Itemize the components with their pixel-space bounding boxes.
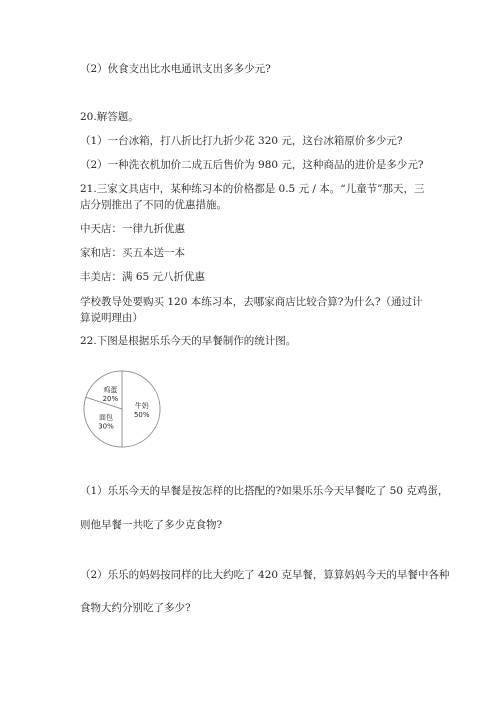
q20-part1: （1）一台冰箱，打八折比打九折少花 320 元，这台冰箱原价多少元? xyxy=(80,135,403,147)
q19-part2: （2）伙食支出比水电通讯支出多多少元? xyxy=(80,63,271,75)
pie-slice-label-1: 面包 xyxy=(99,413,114,422)
q22-part2-line1: （2）乐乐的妈妈按同样的比大约吃了 420 克早餐，算算妈妈今天的早餐中各种 xyxy=(80,569,450,581)
store-fengmei: 丰美店：满 65 元八折优惠 xyxy=(80,271,206,283)
breakfast-pie-chart xyxy=(81,368,163,450)
q21-question: 学校教导处要购买 120 本练习本，去哪家商店比较合算?为什么?（通过计算说明理由） xyxy=(80,296,423,324)
q22-part1-line2: 则他早餐一共吃了多少克食物? xyxy=(80,519,223,531)
pie-slice-label-0: 牛奶 xyxy=(134,402,149,410)
pie-slice-value-1: 30% xyxy=(98,422,114,431)
q22-title: 22.下图是根据乐乐今天的早餐制作的统计图。 xyxy=(80,335,297,347)
store-jiahe: 家和店：买五本送一本 xyxy=(80,247,185,259)
pie-slice-value-0: 50% xyxy=(133,411,150,419)
store-zhongtian: 中天店：一律九折优惠 xyxy=(80,223,185,235)
pie-slice-label-2: 鸡蛋 xyxy=(103,386,118,395)
q22-part2-line2: 食物大约分别吃了多少? xyxy=(80,602,191,614)
q20-part2: （2）一种洗衣机加价二成五后售价为 980 元，这种商品的进价是多少元? xyxy=(80,159,424,171)
q21-prompt: 21.三家文具店中，某种练习本的价格都是 0.5 元 / 本。“儿童节”那天，三店分别推出了不同的优惠措施。 xyxy=(80,183,425,211)
q20-title: 20.解答题。 xyxy=(80,111,139,123)
q22-part1-line1: （1）乐乐今天的早餐是按怎样的比搭配的?如果乐乐今天早餐吃了 50 克鸡蛋， xyxy=(80,485,449,497)
pie-slice-value-2: 20% xyxy=(102,395,119,404)
